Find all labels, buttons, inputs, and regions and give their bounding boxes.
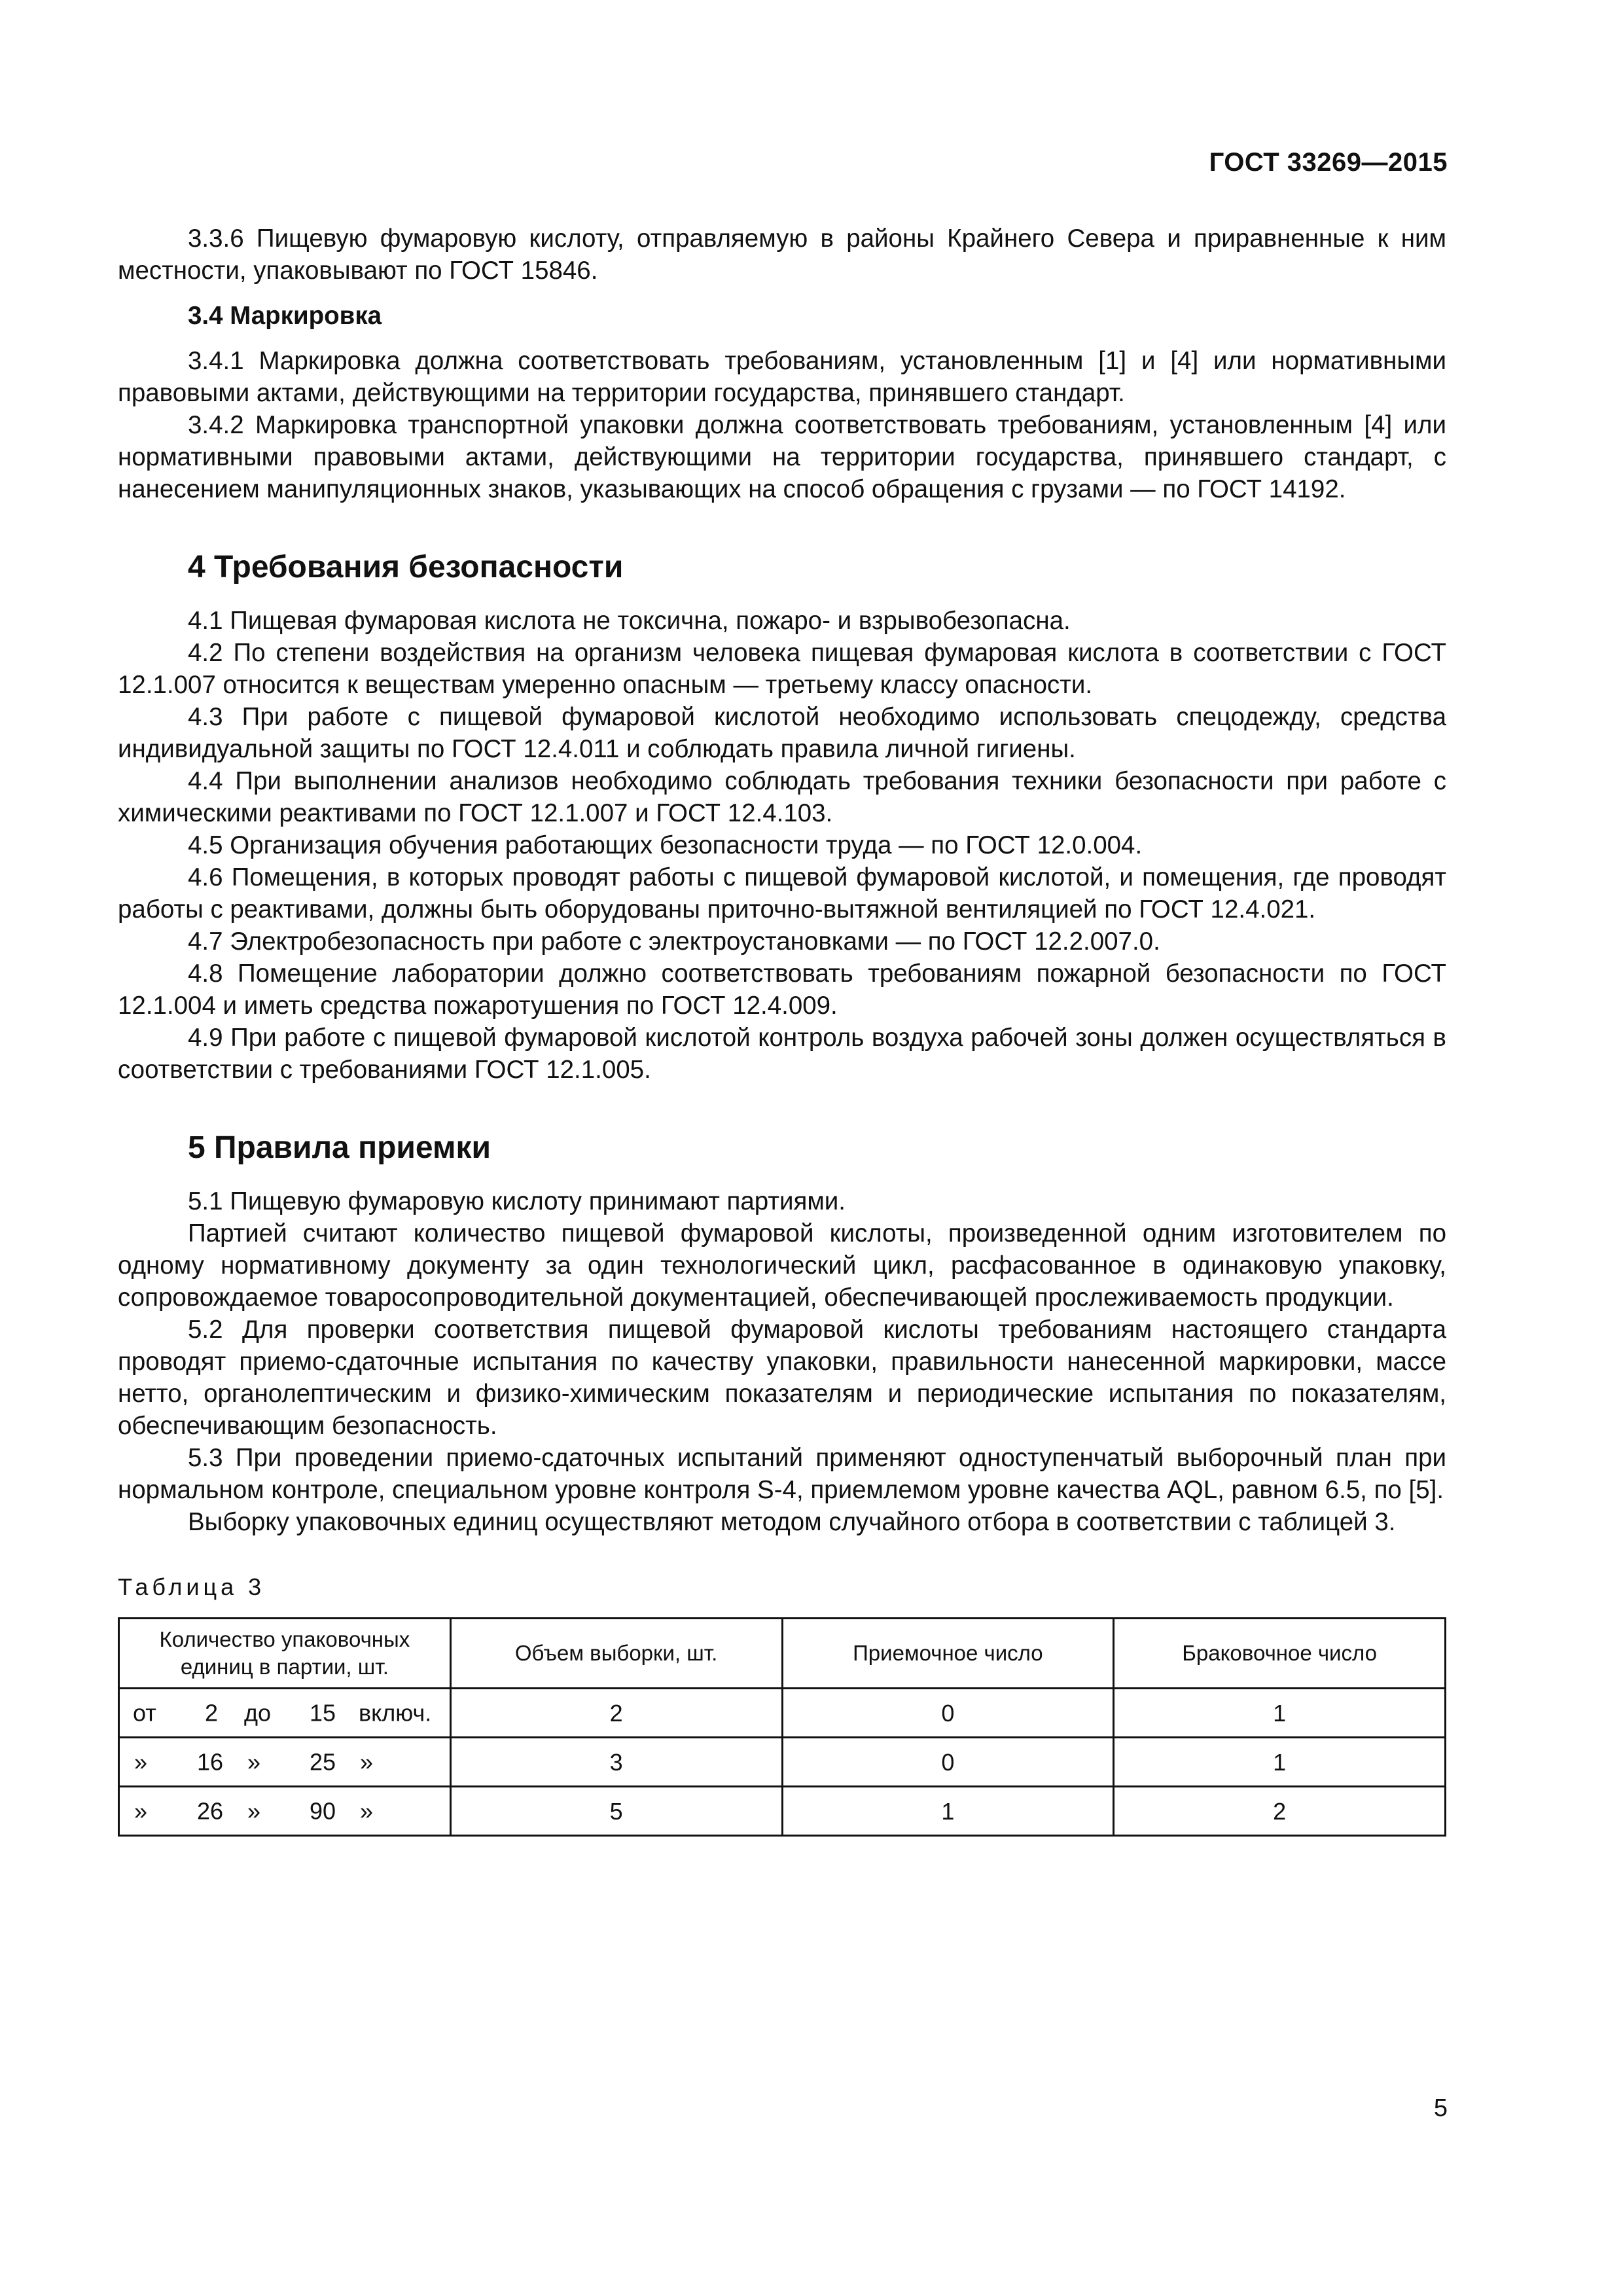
paragraph-5-1: 5.1 Пищевую фумаровую кислоту принимают партиями.	[188, 1187, 846, 1215]
paragraph-5-2: 5.2 Для проверки соответствия пищевой фумаровой кислоты требованиям настоящего стандарта проводят приемо-сдаточные испытания по качеству упаковки, правильности нанесенной маркировки, массе нетто, органолептическим и физико-химическим показателям и периодические испытания по показателям, обеспечивающим безопасность.	[118, 1316, 1446, 1440]
range-mid: до	[244, 1699, 272, 1727]
range-prefix: »	[134, 1797, 148, 1825]
range-to: 15	[310, 1699, 336, 1727]
rejection-number: 2	[1114, 1787, 1446, 1836]
paragraph-4-1: 4.1 Пищевая фумаровая кислота не токсична, пожаро- и взрывобезопасна.	[188, 607, 1071, 635]
paragraph-4-5: 4.5 Организация обучения работающих безопасности труда — по ГОСТ 12.0.004.	[188, 831, 1143, 859]
table-row	[119, 1787, 1446, 1836]
header-rejection-number: Браковочное число	[1114, 1619, 1446, 1689]
paragraph-4-3: 4.3 При работе с пищевой фумаровой кислотой необходимо использовать спецодежду, средства индивидуальной защиты по ГОСТ 12.4.011 и соблюдать правила личной гигиены.	[118, 703, 1446, 763]
range-to: 90	[310, 1797, 336, 1825]
paragraph-3-4-2: 3.4.2 Маркировка транспортной упаковки должна соответствовать требованиям, установленным [4] или нормативными правовыми актами, действующими на территории государства, принявшего стандарт, с нанесением манипуляционных знаков, указывающих на способ обращения с грузами — по ГОСТ 14192.	[118, 411, 1446, 503]
sample-size: 2	[450, 1689, 782, 1738]
range-mid: »	[247, 1748, 261, 1776]
lot-size-range	[119, 1787, 451, 1836]
header-acceptance-number: Приемочное число	[782, 1619, 1114, 1689]
lot-size-range	[119, 1738, 451, 1787]
table-row	[119, 1738, 1446, 1787]
range-to: 25	[310, 1748, 336, 1776]
lot-size-range	[119, 1689, 451, 1738]
range-prefix: »	[134, 1748, 148, 1776]
header-sample-size: Объем выборки, шт.	[450, 1619, 782, 1689]
page-number: 5	[1433, 2094, 1448, 2122]
acceptance-number: 0	[782, 1689, 1114, 1738]
document-code-header: ГОСТ 33269—2015	[1209, 148, 1448, 177]
paragraph-4-8: 4.8 Помещение лаборатории должно соответствовать требованиям пожарной безопасности по ГОСТ 12.1.004 и иметь средства пожаротушения по ГОСТ 12.4.009.	[118, 960, 1446, 1020]
range-from: 26	[197, 1797, 224, 1825]
range-mid: »	[247, 1797, 261, 1825]
paragraph-5-3-sampling: Выборку упаковочных единиц осуществляют методом случайного отбора в соответствии с таблицей 3.	[188, 1508, 1396, 1536]
paragraph-4-4: 4.4 При выполнении анализов необходимо соблюдать требования техники безопасности при работе с химическими реактивами по ГОСТ 12.1.007 и ГОСТ 12.4.103.	[118, 767, 1446, 827]
table-row	[119, 1689, 1446, 1738]
sample-size: 5	[450, 1787, 782, 1836]
acceptance-number: 0	[782, 1738, 1114, 1787]
paragraph-3-3-6: 3.3.6 Пищевую фумаровую кислоту, отправляемую в районы Крайнего Севера и приравненные к ним местности, упаковывают по ГОСТ 15846.	[118, 224, 1446, 285]
paragraph-4-7: 4.7 Электробезопасность при работе с электроустановками — по ГОСТ 12.2.007.0.	[188, 927, 1160, 956]
rejection-number: 1	[1114, 1689, 1446, 1738]
document-body	[118, 223, 1446, 1837]
range-suffix: »	[360, 1797, 374, 1825]
paragraph-3-4-1: 3.4.1 Маркировка должна соответствовать требованиям, установленным [1] и [4] или нормативными правовыми актами, действующими на территории государства, принявшего стандарт.	[118, 347, 1446, 407]
paragraph-4-2: 4.2 По степени воздействия на организм человека пищевая фумаровая кислота в соответствии с ГОСТ 12.1.007 относится к веществам умеренно опасным — третьему классу опасности.	[118, 639, 1446, 699]
table-3	[118, 1617, 1446, 1837]
section-title-5: 5 Правила приемки	[188, 1130, 491, 1165]
table-caption: Таблица 3	[118, 1573, 266, 1600]
subsection-title-3-4: 3.4 Маркировка	[188, 302, 382, 330]
range-suffix: »	[360, 1748, 374, 1776]
paragraph-5-3: 5.3 При проведении приемо-сдаточных испытаний применяют одноступенчатый выборочный план при нормальном контроле, специальном уровне контроля S-4, приемлемом уровне качества AQL, равном 6.5, по [5].	[118, 1444, 1446, 1504]
paragraph-5-1-lot: Партией считают количество пищевой фумаровой кислоты, произведенной одним изготовителем по одному нормативному документу за один технологический цикл, расфасованное в одинаковую упаковку, сопровождаемое товаросопроводительной документацией, обеспечивающей прослеживаемость продукции.	[118, 1219, 1446, 1312]
range-suffix: включ.	[359, 1699, 432, 1727]
sample-size: 3	[450, 1738, 782, 1787]
acceptance-number: 1	[782, 1787, 1114, 1836]
range-from: 16	[197, 1748, 224, 1776]
paragraph-4-6: 4.6 Помещения, в которых проводят работы с пищевой фумаровой кислотой, и помещения, где проводят работы с реактивами, должны быть оборудованы приточно-вытяжной вентиляцией по ГОСТ 12.4.021.	[118, 863, 1446, 924]
table-header-row	[119, 1619, 1446, 1689]
header-lot-size: Количество упаковочных единиц в партии, шт.	[119, 1619, 451, 1689]
range-from: 2	[205, 1699, 219, 1727]
range-prefix: от	[133, 1699, 156, 1727]
section-title-4: 4 Требования безопасности	[188, 550, 624, 584]
paragraph-4-9: 4.9 При работе с пищевой фумаровой кислотой контроль воздуха рабочей зоны должен осуществляться в соответствии с требованиями ГОСТ 12.1.005.	[118, 1024, 1446, 1084]
rejection-number: 1	[1114, 1738, 1446, 1787]
